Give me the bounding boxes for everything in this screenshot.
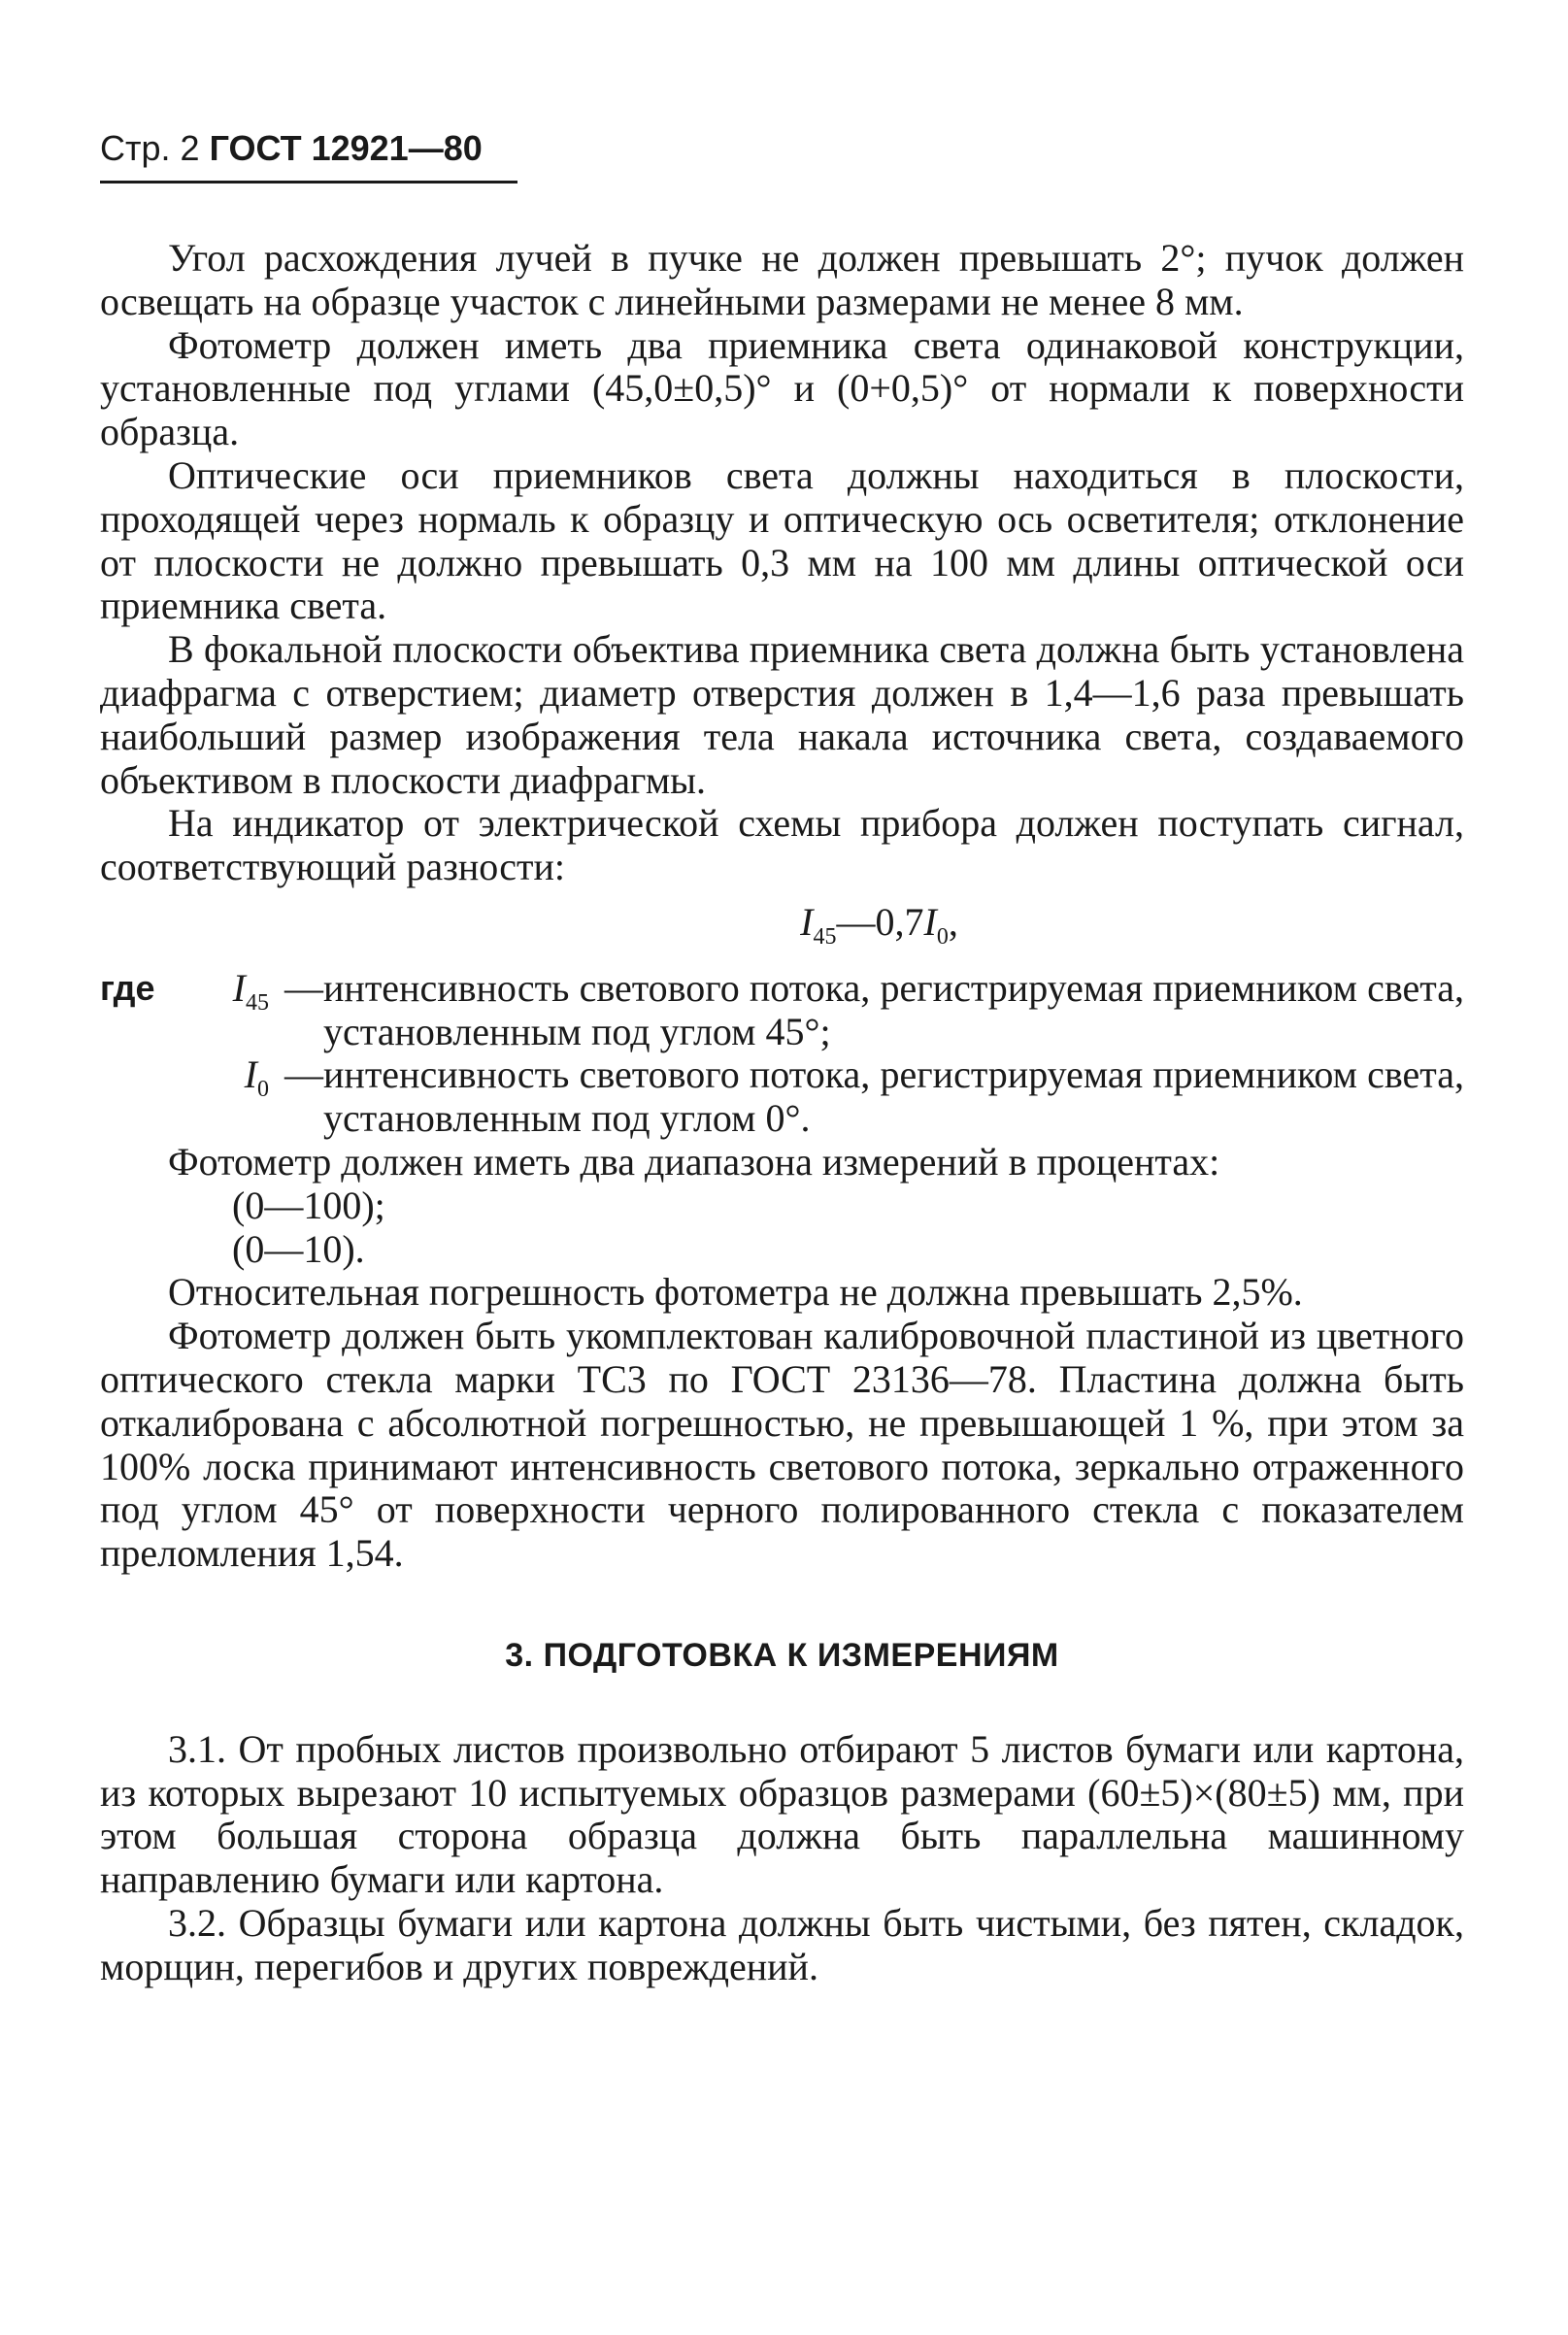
definition-i0 <box>100 1053 1464 1141</box>
formula-sub-0: 0 <box>936 923 949 950</box>
header-rule <box>100 181 517 183</box>
paragraph-calibration-plate: Фотометр должен быть укомплектован калибровочной пластиной из цветного оптического стекла марки ТС3 по ГОСТ 23136—78. Пластина должна быть откалибрована с абсолютной погрешностью, не превышающей 1 %, при этом за 100% лоска принимают интенсивность светового потока, зеркально отраженного под углом 45° от поверхности черного полированного стекла с показателем преломления 1,54. <box>100 1314 1464 1576</box>
formula-symbol-i45: I <box>800 899 814 944</box>
formula <box>100 901 1464 959</box>
paragraph-beam-divergence: Угол расхождения лучей в пучке не должен превышать 2°; пучок должен освещать на образце участок с линейными размерами не менее 8 мм. <box>100 236 1464 323</box>
section-title: 3. ПОДГОТОВКА К ИЗМЕРЕНИЯМ <box>505 1636 1059 1674</box>
definition-subscript: 0 <box>257 1077 269 1103</box>
definition-i45 <box>100 967 1464 1054</box>
paragraph-3-2: 3.2. Образцы бумаги или картона должны быть чистыми, без пятен, складок, морщин, перегибов и других повреждений. <box>100 1900 1464 1988</box>
formula-sub-45: 45 <box>813 923 837 950</box>
paragraph-photometer-receivers: Фотометр должен иметь два приемника света одинаковой конструкции, установленные под углами (45,0±0,5)° и (0+0,5)° от нормали к поверхности образца. <box>100 322 1464 454</box>
definition-text: интенсивность светового потока, регистрируемая приемником света, установленным под углом 45°; <box>323 965 1464 1053</box>
definition-dash: — <box>284 1052 323 1097</box>
formula-comma: , <box>948 899 958 944</box>
definition-text: интенсивность светового потока, регистрируемая приемником света, установленным под углом 0°. <box>323 1052 1464 1141</box>
formula-minus-coefficient: —0,7 <box>836 899 924 944</box>
body-text <box>100 237 1464 1988</box>
paragraph-diaphragm: В фокальной плоскости объектива приемника света должна быть установлена диафрагма с отверстием; диаметр отверстия должен в 1,4—1,6 раза превышать наибольший размер изображения тела накала источника света, создаваемого объективом в плоскости диафрагмы. <box>100 627 1464 802</box>
paragraph-relative-error: Относительная погрешность фотометра не должна превышать 2,5%. <box>168 1270 1303 1315</box>
range-item: (0—100); <box>232 1183 385 1227</box>
paragraph-3-1: 3.1. От пробных листов произвольно отбирают 5 листов бумаги или картона, из которых вырезают 10 испытуемых образцов размерами (60±5)×(80±5) мм, при этом большая сторона образца должна быть параллельна машинному направлению бумаги или картона. <box>100 1726 1464 1902</box>
page-label: Стр. 2 <box>100 128 200 168</box>
definition-symbol: I <box>232 965 246 1010</box>
paragraph-indicator-signal: На индикатор от электрической схемы прибора должен поступать сигнал, соответствующий разности: <box>100 801 1464 889</box>
page-header <box>100 128 483 169</box>
definition-dash: — <box>284 965 323 1010</box>
standard-number: ГОСТ 12921—80 <box>209 128 483 168</box>
definition-subscript: 45 <box>246 989 269 1016</box>
paragraph-measurement-ranges: Фотометр должен иметь два диапазона измерений в процентах: <box>168 1139 1220 1184</box>
definition-lead <box>100 967 323 1025</box>
formula-symbol-i0: I <box>923 899 937 944</box>
where-word: где <box>100 967 155 1008</box>
range-item: (0—10). <box>232 1226 365 1271</box>
paragraph-optical-axes: Оптические оси приемников света должны находиться в плоскости, проходящей через нормаль к образцу и оптическую ось осветителя; отклонение от плоскости не должно превышать 0,3 мм на 100 мм длины оптической оси приемника света. <box>100 452 1464 628</box>
definition-lead <box>100 1053 323 1112</box>
definition-symbol: I <box>244 1052 257 1097</box>
